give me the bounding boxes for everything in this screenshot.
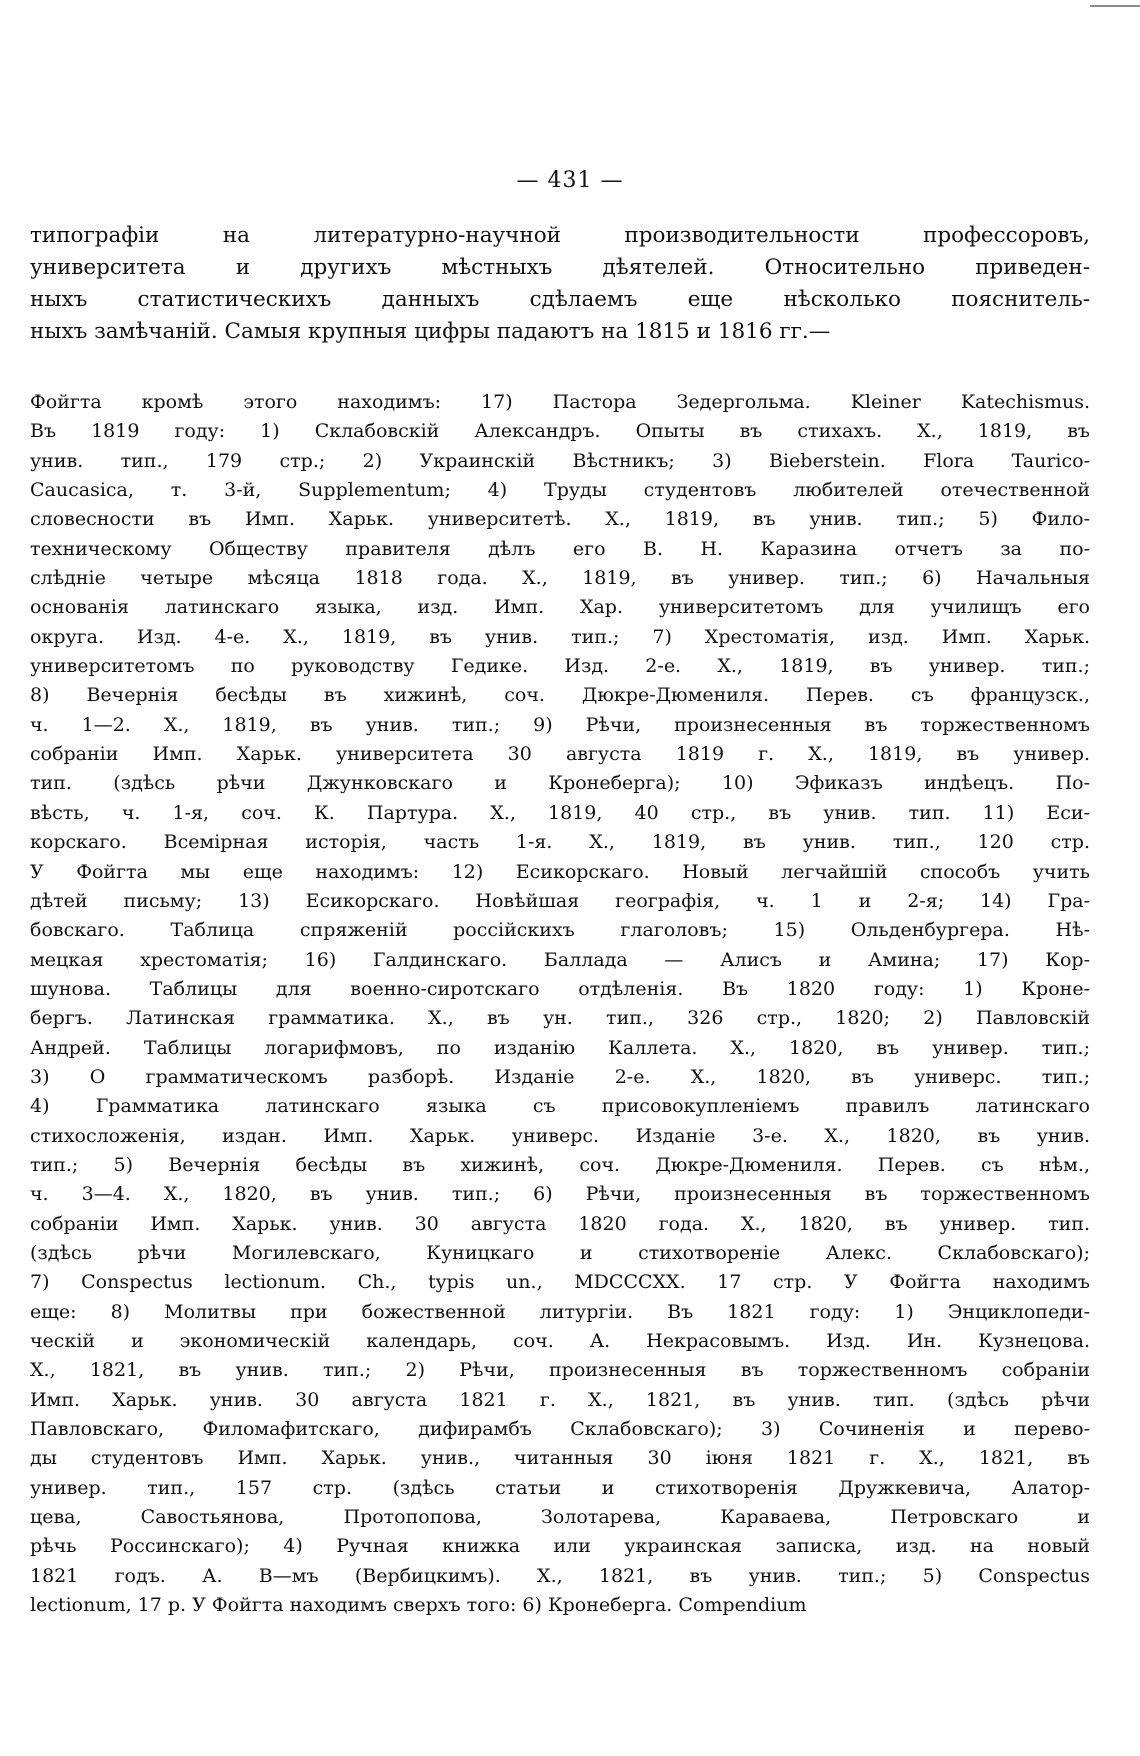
body-line: ныхъ статистическихъ данныхъ сдѣлаемъ еще нѣсколько пояснитель- [30,287,1090,312]
footnote-line: техническому Обществу правителя дѣлъ его В. Н. Каразина отчетъ за по- [30,537,1090,560]
footnote-line: тип. (здѣсь рѣчи Джунковскаго и Кронеберга); 10) Эфиказъ индѣецъ. По- [30,772,1090,795]
footnote-line: Павловскаго, Филомафитскаго, дифирамбъ Склабовскаго); 3) Сочиненія и перево- [30,1418,1090,1441]
footnote-line: еще: 8) Молитвы при божественной литургіи. Въ 1821 году: 1) Энциклопеди- [30,1300,1090,1323]
footnote-line: Фойгта кромѣ этого находимъ: 17) Пастора Зедергольма. Kleiner Katechismus. [30,391,1090,413]
footnote-line: 3) О грамматическомъ разборѣ. Изданіе 2-е. Х., 1820, въ универс. тип.; [30,1065,1090,1088]
footnote-line: 7) Conspectus lectionum. Ch., typis un., MDCCCXX. 17 стр. У Фойгта находимъ [30,1271,1090,1294]
footnote-line: тип.; 5) Вечернія бесѣды въ хижинѣ, соч. Дюкре-Дюмениля. Перев. съ нѣм., [30,1153,1090,1176]
footnote-line: 1821 годъ. А. В—мъ (Вербицкимъ). Х., 1821, въ унив. тип.; 5) Conspectus [30,1564,1090,1587]
footnote-block [30,388,1090,1620]
footnote-line: цева, Савостьянова, Протопопова, Золотарева, Караваева, Петровскаго и [30,1506,1090,1529]
footnote-line: мецкая хрестоматія; 16) Галдинскаго. Баллада — Алисъ и Амина; 17) Кор- [30,948,1090,971]
footnote-line: Въ 1819 году: 1) Склабовскій Александръ. Опыты въ стихахъ. Х., 1819, въ [30,420,1090,443]
footnote-line: Андрей. Таблицы логарифмовъ, по изданію Каллета. Х., 1820, въ универ. тип.; [30,1036,1090,1059]
scan-corner-mark [1090,0,1140,7]
footnote-line: ч. 3—4. Х., 1820, въ унив. тип.; 6) Рѣчи, произнесенныя въ торжественномъ [30,1183,1090,1206]
footnote-line: стихосложенія, издан. Имп. Харьк. универс. Изданіе 3-е. Х., 1820, въ унив. [30,1124,1090,1147]
footnote-line: ч. 1—2. Х., 1819, въ унив. тип.; 9) Рѣчи, произнесенныя въ торжественномъ [30,713,1090,736]
footnote-line: универ. тип., 157 стр. (здѣсь статьи и стихотворенія Дружкевича, Алатор- [30,1476,1090,1499]
footnote-line: (здѣсь рѣчи Могилевскаго, Куницкаго и стихотвореніе Алекс. Склабовскаго); [30,1241,1090,1264]
footnote-line: словесности въ Имп. Харьк. университетѣ. Х., 1819, въ унив. тип.; 5) Фило- [30,508,1090,531]
footnote-line: рѣчь Россинскаго); 4) Ручная книжка или украинская записка, изд. на новый [30,1535,1090,1558]
body-line: ныхъ замѣчаній. Самыя крупныя цифры падаютъ на 1815 и 1816 гг.— [30,319,831,344]
footnote-line: бергъ. Латинская грамматика. Х., въ ун. тип., 326 стр., 1820; 2) Павловскій [30,1007,1090,1030]
footnote-line: округа. Изд. 4-е. Х., 1819, въ унив. тип.; 7) Хрестоматія, изд. Имп. Харьк. [30,625,1090,648]
body-paragraph [30,220,1090,348]
footnote-line: основанія латинскаго языка, изд. Имп. Хар. университетомъ для училищъ его [30,596,1090,619]
footnote-line: бовскаго. Таблица спряженій россійскихъ глаголовъ; 15) Ольденбургера. Нѣ- [30,919,1090,942]
footnote-line: слѣдніе четыре мѣсяца 1818 года. Х., 1819, въ универ. тип.; 6) Начальныя [30,567,1090,590]
footnote-line: ды студентовъ Имп. Харьк. унив., читанныя 30 іюня 1821 г. Х., 1821, въ [30,1447,1090,1470]
footnote-line: Х., 1821, въ унив. тип.; 2) Рѣчи, произнесенныя въ торжественномъ собраніи [30,1359,1090,1382]
footnote-line: ческій и экономическій календарь, соч. А. Некрасовымъ. Изд. Ин. Кузнецова. [30,1330,1090,1352]
body-line: типографіи на литературно-научной производительности профессоровъ, [30,223,1090,248]
footnote-line: унив. тип., 179 стр.; 2) Украинскій Вѣстникъ; 3) Bieberstein. Flora Taurico- [30,449,1090,472]
page-number: — 431 — [516,168,624,193]
footnote-line: корскаго. Всемірная исторія, часть 1-я. Х., 1819, въ унив. тип., 120 стр. [30,831,1090,854]
footnote-line: шунова. Таблицы для военно-сиротскаго отдѣленія. Въ 1820 году: 1) Кроне- [30,977,1090,1000]
footnote-line: Caucasica, т. 3-й, Supplementum; 4) Труды студентовъ любителей отечественной [30,479,1090,502]
footnote-line: 8) Вечернія бесѣды въ хижинѣ, соч. Дюкре-Дюмениля. Перев. съ французск., [30,684,1090,707]
footnote-line: У Фойгта мы еще находимъ: 12) Есикорскаго. Новый легчайшій способъ учить [30,860,1090,883]
footnote-line: lectionum, 17 р. У Фойгта находимъ сверхъ того: 6) Кронеберга. Compendium [30,1594,807,1617]
footnote-line: Имп. Харьк. унив. 30 августа 1821 г. Х., 1821, въ унив. тип. (здѣсь рѣчи [30,1388,1090,1411]
footnote-line: университетомъ по руководству Гедике. Изд. 2-е. Х., 1819, въ универ. тип.; [30,655,1090,678]
footnote-line: вѣсть, ч. 1-я, соч. К. Партура. Х., 1819, 40 стр., въ унив. тип. 11) Еси- [30,801,1090,824]
footnote-line: 4) Грамматика латинскаго языка съ присовокупленіемъ правилъ латинскаго [30,1095,1090,1118]
footnote-line: дѣтей письму; 13) Есикорскаго. Новѣйшая географія, ч. 1 и 2-я; 14) Гра- [30,889,1090,912]
footnote-line: собраніи Имп. Харьк. университета 30 августа 1819 г. Х., 1819, въ универ. [30,743,1090,766]
footnote-line: собраніи Имп. Харьк. унив. 30 августа 1820 года. Х., 1820, въ универ. тип. [30,1212,1090,1235]
body-line: университета и другихъ мѣстныхъ дѣятелей. Относительно приведен- [30,255,1090,280]
